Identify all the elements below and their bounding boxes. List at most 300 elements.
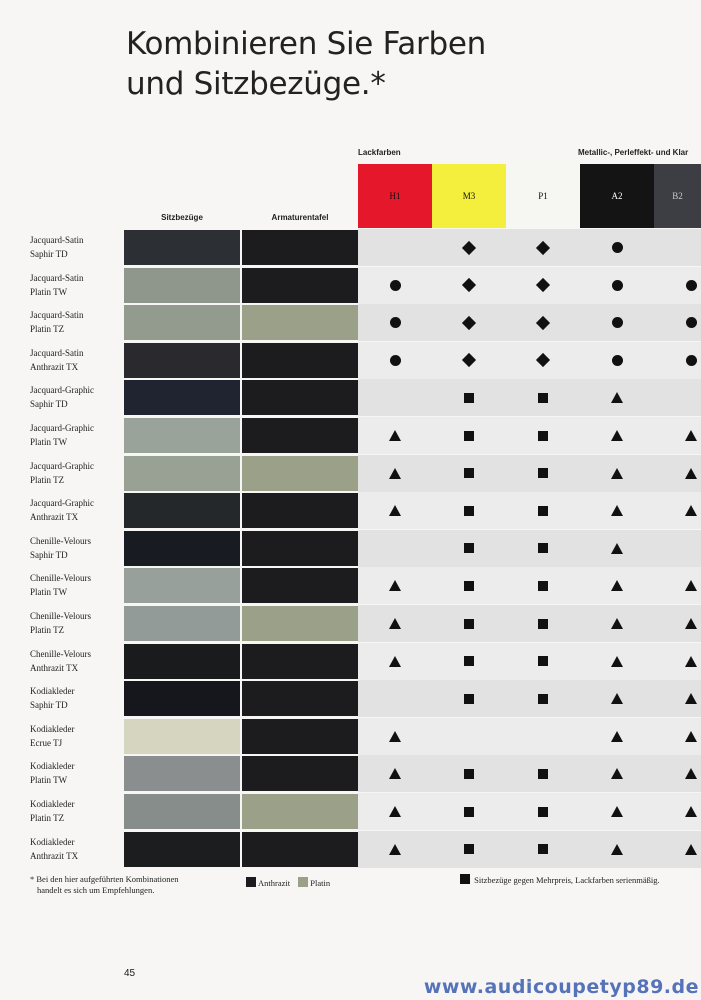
paint-code-label: M3 [462, 191, 476, 201]
seat-fabric-swatch [124, 719, 240, 754]
paint-swatch-h1 [358, 164, 432, 228]
upholstery-label [30, 722, 74, 750]
availability-cell-p1 [506, 755, 580, 792]
square-icon [464, 769, 474, 779]
diamond-icon [536, 278, 550, 292]
upholstery-color: Platin TW [30, 587, 68, 598]
square-icon [464, 844, 474, 854]
upholstery-type: Kodiakleder [30, 761, 75, 772]
availability-cell-m3 [432, 530, 506, 567]
upholstery-label [30, 346, 83, 374]
dashboard-color-swatch [242, 456, 358, 491]
triangle-icon [389, 468, 401, 479]
anthrazit-swatch-icon [246, 877, 256, 887]
availability-cell-a2 [580, 755, 654, 792]
dashboard-color-swatch [242, 305, 358, 340]
triangle-icon [685, 468, 697, 479]
upholstery-type: Jacquard-Satin [30, 235, 84, 245]
upholstery-color: Anthrazit TX [30, 850, 79, 861]
circle-icon [612, 317, 623, 328]
availability-cell-m3 [432, 831, 506, 868]
dashboard-color-swatch [242, 832, 358, 867]
triangle-icon [389, 844, 401, 855]
triangle-icon [685, 844, 697, 855]
triangle-icon [611, 430, 623, 441]
availability-cell-b2 [654, 342, 701, 379]
upholstery-color: Platin TW [30, 437, 68, 447]
availability-cell-b2 [654, 793, 701, 830]
triangle-icon [685, 656, 697, 667]
triangle-icon [389, 430, 401, 441]
diamond-icon [536, 316, 550, 330]
upholstery-type: Chenille-Velours [30, 648, 91, 659]
availability-cell-m3 [432, 417, 506, 454]
availability-cell-h1 [358, 455, 432, 492]
upholstery-color: Saphir TD [30, 249, 68, 259]
table-row [0, 417, 701, 454]
availability-cell-p1 [506, 229, 580, 266]
triangle-icon [389, 505, 401, 516]
dashboard-color-swatch [242, 756, 358, 791]
dashboard-color-swatch [242, 230, 358, 265]
upholstery-color: Platin TZ [30, 625, 65, 635]
diamond-icon [462, 353, 476, 367]
availability-cell-h1 [358, 718, 432, 755]
seat-fabric-swatch [124, 305, 240, 340]
availability-cell-h1 [358, 643, 432, 680]
triangle-icon [611, 768, 623, 779]
availability-cell-b2 [654, 417, 701, 454]
availability-cell-b2 [654, 455, 701, 492]
triangle-icon [389, 731, 401, 742]
availability-cell-h1 [358, 793, 432, 830]
upholstery-type: Chenille-Velours [30, 573, 91, 584]
table-row [0, 718, 701, 755]
paint-availability-cells [358, 605, 701, 642]
square-icon [538, 807, 548, 817]
upholstery-label [30, 308, 83, 336]
table-row [0, 831, 701, 868]
availability-cell-a2 [580, 229, 654, 266]
circle-icon [612, 242, 623, 253]
paint-code-label: B2 [672, 191, 683, 201]
availability-cell-p1 [506, 492, 580, 529]
upholstery-type: Jacquard-Graphic [30, 385, 94, 396]
circle-icon [686, 355, 697, 366]
square-icon [460, 874, 470, 884]
availability-cell-m3 [432, 680, 506, 717]
upholstery-color: Ecrue TJ [30, 737, 63, 748]
paint-availability-cells [358, 567, 701, 604]
upholstery-type: Jacquard-Satin [30, 310, 84, 321]
availability-cell-m3 [432, 605, 506, 642]
paint-availability-cells [358, 455, 701, 492]
triangle-icon [685, 618, 697, 629]
availability-cell-h1 [358, 680, 432, 717]
availability-cell-b2 [654, 229, 701, 266]
table-row [0, 530, 701, 567]
square-icon [464, 393, 474, 403]
dashboard-color-swatch [242, 644, 358, 679]
availability-cell-p1 [506, 643, 580, 680]
paint-availability-cells [358, 417, 701, 454]
seat-fabric-swatch [124, 644, 240, 679]
paint-availability-cells [358, 718, 701, 755]
triangle-icon [611, 731, 623, 742]
circle-icon [612, 355, 623, 366]
availability-cell-m3 [432, 229, 506, 266]
table-row [0, 605, 701, 642]
upholstery-label [30, 271, 83, 299]
triangle-icon [685, 768, 697, 779]
table-row [0, 342, 701, 379]
square-icon [464, 543, 474, 553]
seat-fabric-swatch [124, 832, 240, 867]
paint-availability-cells [358, 304, 701, 341]
paint-availability-cells [358, 755, 701, 792]
upholstery-label [30, 233, 83, 261]
square-icon [464, 431, 474, 441]
triangle-icon [389, 768, 401, 779]
availability-cell-a2 [580, 831, 654, 868]
upholstery-color: Platin TZ [30, 474, 65, 485]
upholstery-type: Jacquard-Graphic [30, 423, 94, 433]
seat-fabric-swatch [124, 418, 240, 453]
circle-icon [612, 280, 623, 291]
paint-availability-cells [358, 492, 701, 529]
availability-cell-m3 [432, 643, 506, 680]
seat-fabric-swatch [124, 380, 240, 415]
upholstery-type: Chenille-Velours [30, 611, 91, 621]
triangle-icon [685, 505, 697, 516]
triangle-icon [389, 806, 401, 817]
triangle-icon [611, 693, 623, 704]
triangle-icon [611, 468, 623, 479]
upholstery-color: Platin TW [30, 775, 68, 786]
availability-cell-a2 [580, 417, 654, 454]
upholstery-label [30, 383, 94, 411]
table-row [0, 379, 701, 416]
availability-cell-a2 [580, 643, 654, 680]
table-row [0, 455, 701, 492]
paint-availability-cells [358, 342, 701, 379]
paint-availability-cells [358, 793, 701, 830]
dashboard-color-swatch [242, 531, 358, 566]
table-row [0, 793, 701, 830]
upholstery-label [30, 571, 91, 599]
availability-cell-a2 [580, 680, 654, 717]
square-icon [464, 656, 474, 666]
upholstery-type: Jacquard-Satin [30, 347, 84, 358]
upholstery-type: Kodiakleder [30, 799, 75, 809]
title-line-1: Kombinieren Sie Farben [126, 26, 486, 62]
availability-cell-m3 [432, 718, 506, 755]
table-row [0, 229, 701, 266]
paint-availability-cells [358, 680, 701, 717]
header-lackfarben: Lackfarben [358, 148, 401, 157]
paint-code-label: H1 [389, 191, 401, 201]
availability-cell-h1 [358, 267, 432, 304]
upholstery-label [30, 759, 74, 787]
legend-platin-label: Platin [310, 878, 331, 888]
square-icon [538, 694, 548, 704]
table-row [0, 267, 701, 304]
upholstery-label [30, 421, 94, 449]
availability-cell-b2 [654, 530, 701, 567]
triangle-icon [389, 580, 401, 591]
upholstery-label [30, 534, 91, 562]
paint-code-label: A2 [611, 191, 623, 201]
availability-cell-b2 [654, 267, 701, 304]
availability-cell-p1 [506, 342, 580, 379]
availability-cell-p1 [506, 304, 580, 341]
circle-icon [686, 280, 697, 291]
square-icon [538, 543, 548, 553]
availability-cell-p1 [506, 567, 580, 604]
availability-cell-m3 [432, 567, 506, 604]
paint-swatch-p1 [506, 164, 580, 228]
footnote-line-1: Bei den hier aufgeführten Kombinationen [36, 874, 179, 884]
availability-cell-a2 [580, 492, 654, 529]
availability-cell-a2 [580, 379, 654, 416]
watermark: www.audicoupetyp89.de [423, 976, 699, 998]
availability-cell-b2 [654, 680, 701, 717]
dashboard-color-swatch [242, 606, 358, 641]
circle-icon [686, 317, 697, 328]
availability-cell-h1 [358, 492, 432, 529]
table-row [0, 567, 701, 604]
seat-fabric-swatch [124, 343, 240, 378]
availability-cell-a2 [580, 793, 654, 830]
availability-cell-m3 [432, 492, 506, 529]
paint-availability-cells [358, 831, 701, 868]
paint-swatch-m3 [432, 164, 506, 228]
footnote-asterisk: * [30, 874, 35, 884]
table-row [0, 680, 701, 717]
upholstery-label [30, 609, 91, 637]
availability-cell-h1 [358, 755, 432, 792]
availability-cell-h1 [358, 379, 432, 416]
upholstery-type: Jacquard-Graphic [30, 460, 94, 471]
upholstery-label [30, 459, 94, 487]
upholstery-type: Kodiakleder [30, 686, 75, 697]
seat-fabric-swatch [124, 756, 240, 791]
diamond-icon [536, 353, 550, 367]
availability-cell-a2 [580, 267, 654, 304]
upholstery-color: Anthrazit TX [30, 512, 79, 523]
availability-cell-b2 [654, 567, 701, 604]
dashboard-color-swatch [242, 493, 358, 528]
triangle-icon [611, 505, 623, 516]
availability-cell-a2 [580, 567, 654, 604]
upholstery-label [30, 496, 94, 524]
availability-cell-p1 [506, 793, 580, 830]
triangle-icon [611, 844, 623, 855]
upholstery-type: Kodiakleder [30, 723, 75, 734]
square-icon [464, 581, 474, 591]
availability-cell-a2 [580, 342, 654, 379]
triangle-icon [389, 618, 401, 629]
availability-cell-p1 [506, 605, 580, 642]
paint-availability-cells [358, 530, 701, 567]
circle-icon [390, 280, 401, 291]
square-icon [538, 393, 548, 403]
square-note-text: Sitzbezüge gegen Mehrpreis, Lackfarben serienmäßig. [474, 875, 660, 885]
seat-fabric-swatch [124, 268, 240, 303]
header-sitzbezuege: Sitzbezüge [161, 213, 203, 222]
header-armaturentafel: Armaturentafel [271, 213, 329, 222]
footnote-line-2: handelt es sich um Empfehlungen. [37, 885, 155, 895]
upholstery-type: Chenille-Velours [30, 535, 91, 546]
circle-icon [390, 355, 401, 366]
square-icon [538, 619, 548, 629]
dashboard-legend [246, 877, 330, 889]
availability-cell-m3 [432, 342, 506, 379]
upholstery-color: Platin TZ [30, 324, 65, 335]
dashboard-color-swatch [242, 268, 358, 303]
availability-cell-h1 [358, 530, 432, 567]
dashboard-color-swatch [242, 794, 358, 829]
upholstery-type: Jacquard-Satin [30, 272, 84, 283]
paint-availability-cells [358, 229, 701, 266]
square-icon [464, 468, 474, 478]
square-icon [538, 581, 548, 591]
availability-cell-h1 [358, 605, 432, 642]
seat-fabric-swatch [124, 456, 240, 491]
triangle-icon [389, 656, 401, 667]
diamond-icon [462, 278, 476, 292]
upholstery-color: Platin TZ [30, 813, 65, 823]
availability-cell-p1 [506, 455, 580, 492]
triangle-icon [685, 806, 697, 817]
diamond-icon [536, 240, 550, 254]
paint-availability-cells [358, 267, 701, 304]
upholstery-color: Saphir TD [30, 399, 68, 410]
availability-cell-p1 [506, 680, 580, 717]
square-icon [538, 506, 548, 516]
paint-availability-cells [358, 379, 701, 416]
availability-cell-b2 [654, 755, 701, 792]
triangle-icon [611, 656, 623, 667]
square-symbol-note [460, 874, 660, 886]
availability-cell-h1 [358, 229, 432, 266]
availability-cell-a2 [580, 530, 654, 567]
upholstery-label [30, 835, 78, 863]
availability-cell-h1 [358, 342, 432, 379]
paint-swatch-b2 [654, 164, 701, 228]
seat-fabric-swatch [124, 531, 240, 566]
page-title [126, 24, 486, 104]
availability-cell-p1 [506, 379, 580, 416]
paint-code-label: P1 [538, 191, 548, 201]
upholstery-label [30, 647, 91, 675]
upholstery-label [30, 797, 74, 825]
availability-cell-a2 [580, 605, 654, 642]
table-row [0, 304, 701, 341]
triangle-icon [685, 731, 697, 742]
availability-cell-h1 [358, 417, 432, 454]
availability-cell-m3 [432, 455, 506, 492]
square-icon [464, 807, 474, 817]
square-icon [538, 431, 548, 441]
square-icon [538, 769, 548, 779]
dashboard-color-swatch [242, 681, 358, 716]
square-icon [464, 506, 474, 516]
availability-cell-a2 [580, 718, 654, 755]
square-icon [538, 656, 548, 666]
seat-fabric-swatch [124, 568, 240, 603]
square-icon [538, 468, 548, 478]
upholstery-type: Jacquard-Graphic [30, 498, 94, 509]
triangle-icon [685, 580, 697, 591]
availability-cell-b2 [654, 605, 701, 642]
triangle-icon [611, 392, 623, 403]
dashboard-color-swatch [242, 719, 358, 754]
availability-cell-p1 [506, 417, 580, 454]
seat-fabric-swatch [124, 681, 240, 716]
availability-cell-h1 [358, 304, 432, 341]
availability-cell-b2 [654, 831, 701, 868]
triangle-icon [611, 543, 623, 554]
availability-cell-m3 [432, 755, 506, 792]
circle-icon [390, 317, 401, 328]
triangle-icon [611, 618, 623, 629]
upholstery-color: Saphir TD [30, 700, 68, 711]
availability-cell-m3 [432, 304, 506, 341]
title-line-2: und Sitzbezüge.* [126, 66, 386, 102]
availability-cell-p1 [506, 831, 580, 868]
upholstery-color: Anthrazit TX [30, 662, 79, 673]
upholstery-color: Saphir TD [30, 549, 68, 560]
table-row [0, 755, 701, 792]
square-icon [464, 619, 474, 629]
legend-anthrazit-label: Anthrazit [258, 878, 291, 888]
availability-cell-m3 [432, 379, 506, 416]
table-row [0, 643, 701, 680]
triangle-icon [611, 806, 623, 817]
dashboard-color-swatch [242, 418, 358, 453]
availability-cell-p1 [506, 530, 580, 567]
availability-cell-p1 [506, 718, 580, 755]
availability-cell-m3 [432, 267, 506, 304]
availability-cell-p1 [506, 267, 580, 304]
availability-cell-b2 [654, 304, 701, 341]
paint-availability-cells [358, 643, 701, 680]
dashboard-color-swatch [242, 343, 358, 378]
seat-fabric-swatch [124, 606, 240, 641]
diamond-icon [462, 240, 476, 254]
table-row [0, 492, 701, 529]
triangle-icon [685, 430, 697, 441]
availability-cell-a2 [580, 455, 654, 492]
triangle-icon [611, 580, 623, 591]
upholstery-type: Kodiakleder [30, 836, 75, 847]
seat-fabric-swatch [124, 493, 240, 528]
seat-fabric-swatch [124, 794, 240, 829]
availability-cell-h1 [358, 567, 432, 604]
diamond-icon [462, 316, 476, 330]
square-icon [464, 694, 474, 704]
availability-cell-m3 [432, 793, 506, 830]
availability-cell-b2 [654, 718, 701, 755]
dashboard-color-swatch [242, 380, 358, 415]
footnote [30, 874, 178, 896]
paint-swatch-a2 [580, 164, 654, 228]
triangle-icon [685, 693, 697, 704]
upholstery-label [30, 684, 74, 712]
seat-fabric-swatch [124, 230, 240, 265]
square-icon [538, 844, 548, 854]
